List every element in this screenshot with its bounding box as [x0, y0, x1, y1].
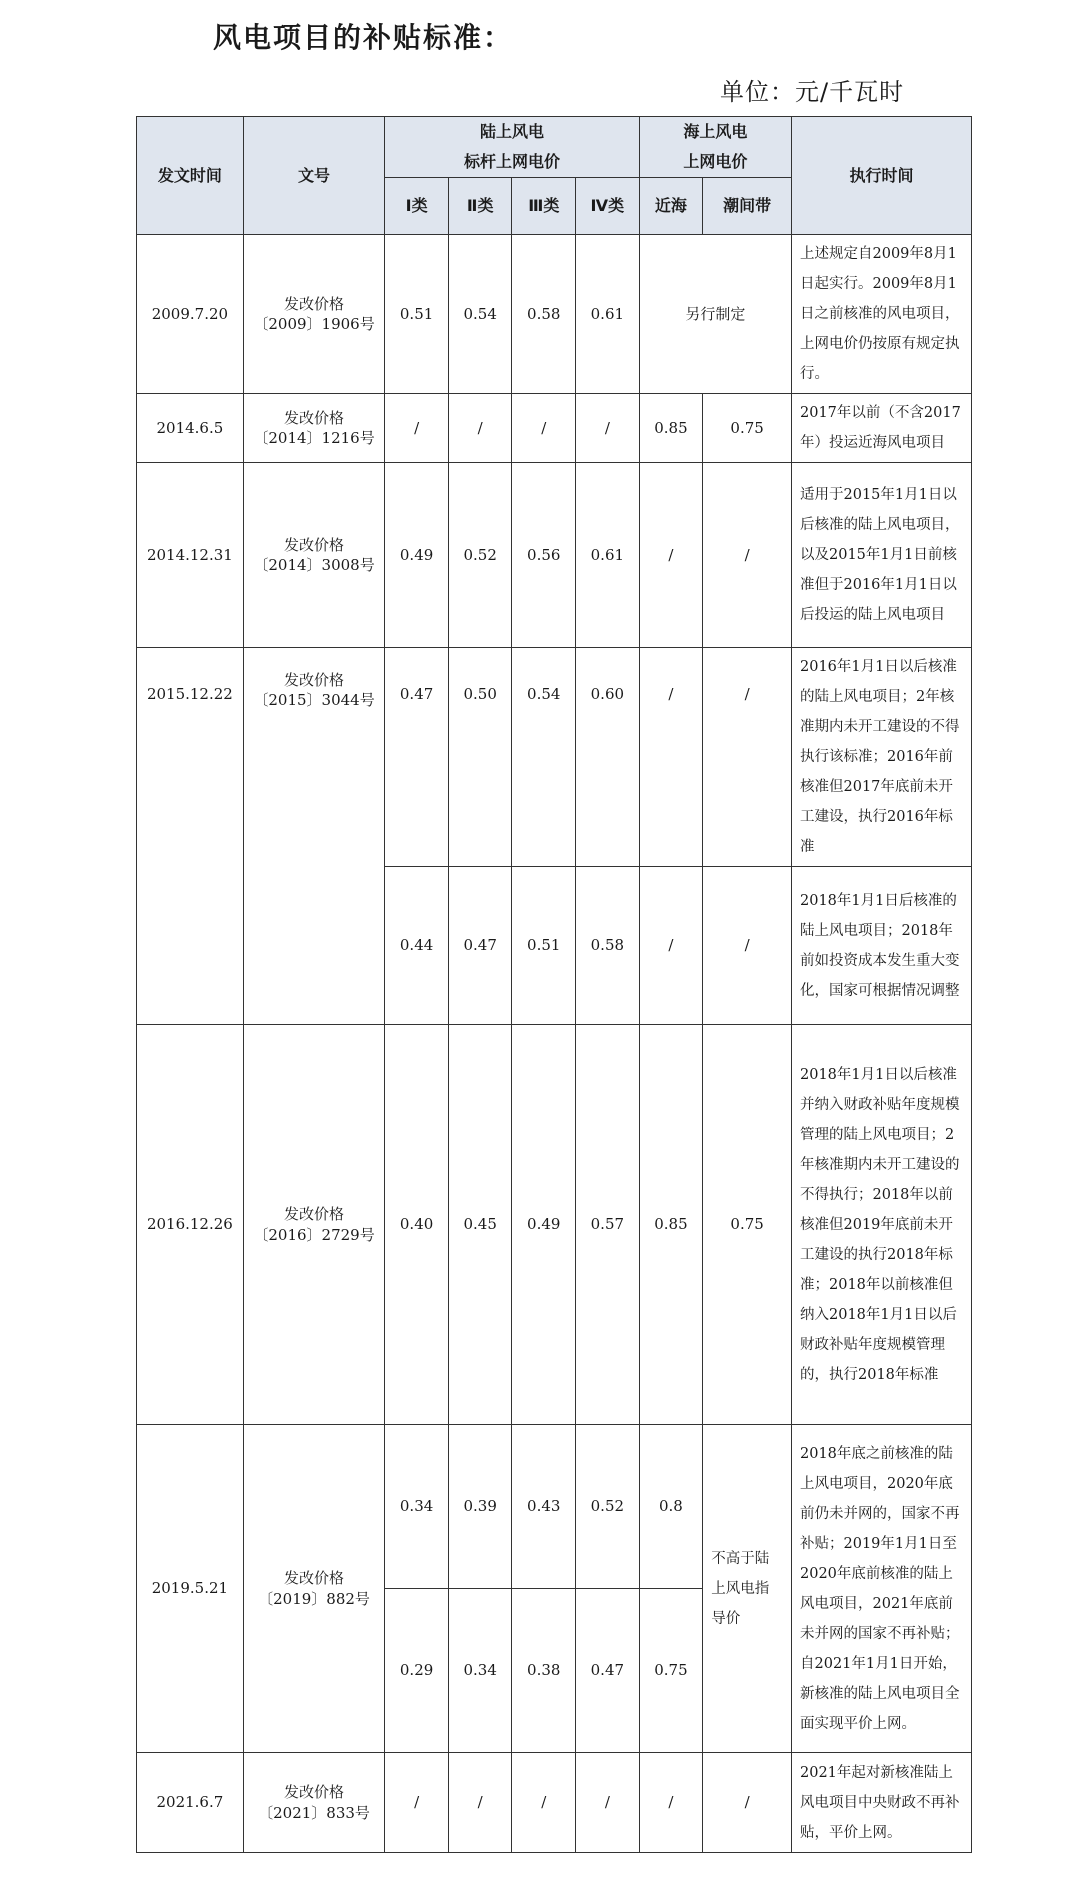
- nearshore-price: /: [639, 648, 703, 867]
- exec-note: 2018年1月1日后核准的陆上风电项目；2018年前如投资成本发生重大变化，国家可根据情况调整: [792, 867, 972, 1025]
- price-class-3: 0.38: [512, 1589, 576, 1753]
- row-date: 2009.7.20: [137, 235, 244, 394]
- price-class-4: /: [576, 394, 640, 463]
- price-class-2: /: [448, 1753, 512, 1853]
- price-class-3: /: [512, 1753, 576, 1853]
- intertidal-price: 0.75: [703, 394, 792, 463]
- price-class-2: 0.54: [448, 235, 512, 394]
- price-class-3: 0.58: [512, 235, 576, 394]
- row-doc: 发改价格 〔2015〕3044号: [243, 648, 385, 1025]
- row-date: 2016.12.26: [137, 1025, 244, 1425]
- price-class-4: 0.58: [576, 867, 640, 1025]
- price-class-2: /: [448, 394, 512, 463]
- intertidal-price: /: [703, 648, 792, 867]
- header-class-2: Ⅱ类: [448, 178, 512, 235]
- price-class-1: 0.47: [385, 648, 449, 867]
- price-class-4: 0.47: [576, 1589, 640, 1753]
- price-class-4: 0.60: [576, 648, 640, 867]
- nearshore-price: 0.85: [639, 394, 703, 463]
- exec-note: 2018年底之前核准的陆上风电项目，2020年底前仍未并网的，国家不再补贴；2019年1月1日至2020年底前核准的陆上风电项目，2021年底前未并网的国家不再补贴；自2021年1月1日开始，新核准的陆上风电项目全面实现平价上网。: [792, 1425, 972, 1753]
- price-class-2: 0.50: [448, 648, 512, 867]
- header-nearshore: 近海: [639, 178, 703, 235]
- price-class-1: 0.40: [385, 1025, 449, 1425]
- price-class-1: 0.44: [385, 867, 449, 1025]
- intertidal-price: /: [703, 1753, 792, 1853]
- price-class-1: /: [385, 394, 449, 463]
- price-class-1: 0.34: [385, 1425, 449, 1589]
- exec-note: 2016年1月1日以后核准的陆上风电项目；2年核准期内未开工建设的不得执行该标准；2016年前核准但2017年底前未开工建设，执行2016年标准: [792, 648, 972, 867]
- row-date: 2021.6.7: [137, 1753, 244, 1853]
- table-row: [137, 235, 972, 394]
- table-row: [137, 463, 972, 648]
- price-class-4: 0.61: [576, 463, 640, 648]
- header-onshore: 陆上风电 标杆上网电价: [385, 117, 639, 178]
- price-class-3: 0.51: [512, 867, 576, 1025]
- row-doc: 发改价格 〔2021〕833号: [243, 1753, 385, 1853]
- header-doc: 文号: [243, 117, 385, 235]
- row-date: 2014.6.5: [137, 394, 244, 463]
- price-class-1: 0.49: [385, 463, 449, 648]
- header-class-3: Ⅲ类: [512, 178, 576, 235]
- header-date: 发文时间: [137, 117, 244, 235]
- exec-note: 适用于2015年1月1日以后核准的陆上风电项目，以及2015年1月1日前核准但于2016年1月1日以后投运的陆上风电项目: [792, 463, 972, 648]
- subsidy-table: [136, 116, 972, 1853]
- row-date: 2015.12.22: [137, 648, 244, 1025]
- nearshore-price: /: [639, 463, 703, 648]
- header-class-4: Ⅳ类: [576, 178, 640, 235]
- exec-note: 2021年起对新核准陆上风电项目中央财政不再补贴，平价上网。: [792, 1753, 972, 1853]
- price-class-3: /: [512, 394, 576, 463]
- price-class-2: 0.52: [448, 463, 512, 648]
- row-doc: 发改价格 〔2009〕1906号: [243, 235, 385, 394]
- header-exec: 执行时间: [792, 117, 972, 235]
- intertidal-price: /: [703, 463, 792, 648]
- exec-note: 上述规定自2009年8月1日起实行。2009年8月1日之前核准的风电项目，上网电价仍按原有规定执行。: [792, 235, 972, 394]
- price-class-2: 0.34: [448, 1589, 512, 1753]
- nearshore-price: 0.8: [639, 1425, 703, 1589]
- table-row: [137, 394, 972, 463]
- row-doc: 发改价格 〔2016〕2729号: [243, 1025, 385, 1425]
- row-doc: 发改价格 〔2019〕882号: [243, 1425, 385, 1753]
- offshore-price: 另行制定: [639, 235, 791, 394]
- price-class-4: /: [576, 1753, 640, 1853]
- header-offshore: 海上风电 上网电价: [639, 117, 791, 178]
- header-class-1: Ⅰ类: [385, 178, 449, 235]
- row-doc: 发改价格 〔2014〕1216号: [243, 394, 385, 463]
- nearshore-price: /: [639, 867, 703, 1025]
- price-class-3: 0.43: [512, 1425, 576, 1589]
- price-class-4: 0.52: [576, 1425, 640, 1589]
- price-class-3: 0.56: [512, 463, 576, 648]
- price-class-3: 0.54: [512, 648, 576, 867]
- table-row: [137, 648, 972, 867]
- unit-label: 单位：元/千瓦时: [720, 78, 905, 106]
- table-row: [137, 1025, 972, 1425]
- intertidal-price: 0.75: [703, 1025, 792, 1425]
- row-date: 2019.5.21: [137, 1425, 244, 1753]
- price-class-1: /: [385, 1753, 449, 1853]
- price-class-2: 0.47: [448, 867, 512, 1025]
- page-title: 风电项目的补贴标准：: [213, 21, 514, 54]
- price-class-2: 0.39: [448, 1425, 512, 1589]
- price-class-1: 0.51: [385, 235, 449, 394]
- exec-note: 2018年1月1日以后核准并纳入财政补贴年度规模管理的陆上风电项目；2年核准期内未开工建设的不得执行；2018年以前核准但2019年底前未开工建设的执行2018年标准；2018年以前核准但纳入2018年1月1日以后财政补贴年度规模管理的，执行2018年标准: [792, 1025, 972, 1425]
- price-class-2: 0.45: [448, 1025, 512, 1425]
- price-class-4: 0.57: [576, 1025, 640, 1425]
- price-class-4: 0.61: [576, 235, 640, 394]
- row-date: 2014.12.31: [137, 463, 244, 648]
- exec-note: 2017年以前（不含2017年）投运近海风电项目: [792, 394, 972, 463]
- header-intertidal: 潮间带: [703, 178, 792, 235]
- nearshore-price: 0.85: [639, 1025, 703, 1425]
- nearshore-price: 0.75: [639, 1589, 703, 1753]
- table-row: [137, 1753, 972, 1853]
- table-row: [137, 1425, 972, 1589]
- price-class-1: 0.29: [385, 1589, 449, 1753]
- intertidal-price: 不高于陆上风电指导价: [703, 1425, 792, 1753]
- price-class-3: 0.49: [512, 1025, 576, 1425]
- nearshore-price: /: [639, 1753, 703, 1853]
- intertidal-price: /: [703, 867, 792, 1025]
- row-doc: 发改价格 〔2014〕3008号: [243, 463, 385, 648]
